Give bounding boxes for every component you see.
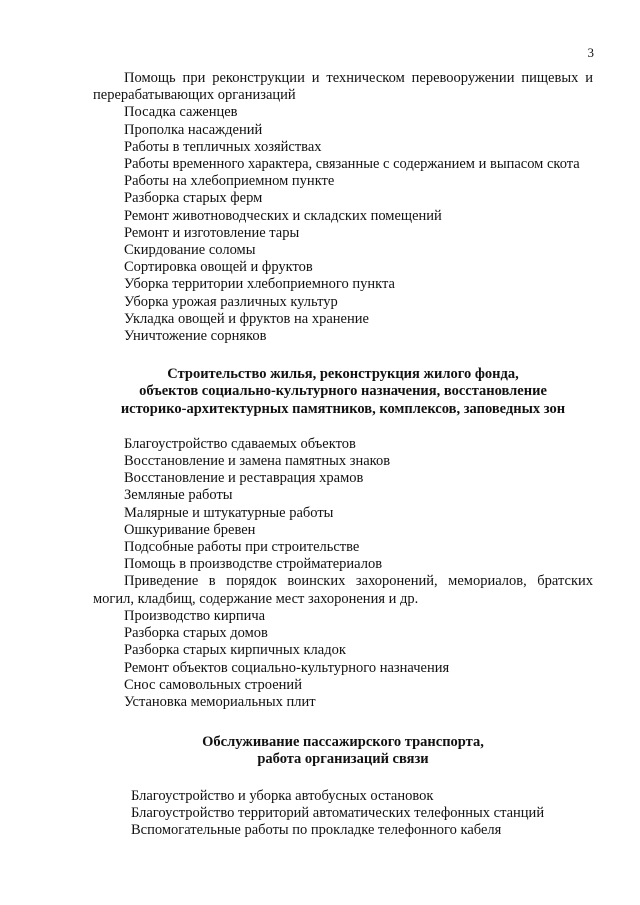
list-item: Скирдование соломы: [124, 242, 256, 259]
list-item: Приведение в порядок воинских захоронений, мемориалов, братских могил, кладбищ, содержание мест захоронения и др.: [93, 573, 593, 607]
heading-line: историко-архитектурных памятников, комплексов, заповедных зон: [120, 400, 566, 417]
section-heading-transport: [83, 734, 603, 768]
list-item: Ремонт животноводческих и складских помещений: [124, 207, 442, 224]
agriculture-work-list: [93, 70, 593, 345]
construction-work-list: [93, 436, 593, 711]
list-item: Ремонт и изготовление тары: [124, 224, 300, 241]
heading-line: работа организаций связи: [257, 751, 429, 768]
list-item: Прополка насаждений: [124, 121, 263, 138]
list-item: Укладка овощей и фруктов на хранение: [124, 310, 369, 327]
list-item: Производство кирпича: [124, 607, 266, 624]
list-item: Уборка урожая различных культур: [124, 293, 338, 310]
page-number: 3: [587, 45, 594, 60]
list-item: Благоустройство и уборка автобусных остановок: [131, 787, 434, 804]
list-item: Работы в тепличных хозяйствах: [124, 138, 322, 155]
list-item: Разборка старых кирпичных кладок: [124, 642, 346, 659]
list-item: Работы на хлебоприемном пункте: [124, 173, 335, 190]
heading-line: Обслуживание пассажирского транспорта,: [202, 734, 484, 751]
list-item: Благоустройство территорий автоматических телефонных станций: [131, 804, 545, 821]
list-item: Посадка саженцев: [124, 104, 238, 121]
list-item: Помощь в производстве стройматериалов: [124, 556, 383, 573]
list-item: Подсобные работы при строительстве: [124, 539, 360, 556]
document-body: [93, 70, 593, 839]
list-item: Снос самовольных строений: [124, 676, 302, 693]
heading-line: Строительство жилья, реконструкция жилого фонда,: [167, 366, 519, 383]
list-item: Уничтожение сорняков: [124, 328, 267, 345]
list-item: Восстановление и реставрация храмов: [124, 470, 364, 487]
list-item: Ремонт объектов социально-культурного назначения: [124, 659, 450, 676]
list-item: Ошкуривание бревен: [124, 521, 256, 538]
list-item: Малярные и штукатурные работы: [124, 504, 334, 521]
list-item: Уборка территории хлебоприемного пункта: [124, 276, 395, 293]
list-item: Работы временного характера, связанные с содержанием и выпасом скота: [124, 156, 580, 173]
list-item: Сортировка овощей и фруктов: [124, 259, 313, 276]
section-heading-construction: [83, 366, 603, 418]
list-item: Вспомогательные работы по прокладке телефонного кабеля: [131, 821, 502, 838]
list-item: Благоустройство сдаваемых объектов: [124, 435, 356, 452]
list-item: Разборка старых ферм: [124, 190, 263, 207]
list-item: Восстановление и замена памятных знаков: [124, 453, 391, 470]
list-item: Земляные работы: [124, 487, 233, 504]
list-item: Установка мемориальных плит: [124, 693, 316, 710]
list-item: Помощь при реконструкции и техническом перевооружении пищевых и перерабатывающих организаций: [93, 70, 593, 104]
list-item: Разборка старых домов: [124, 625, 268, 642]
transport-work-list: [93, 788, 593, 840]
heading-line: объектов социально-культурного назначения, восстановление: [139, 383, 547, 400]
